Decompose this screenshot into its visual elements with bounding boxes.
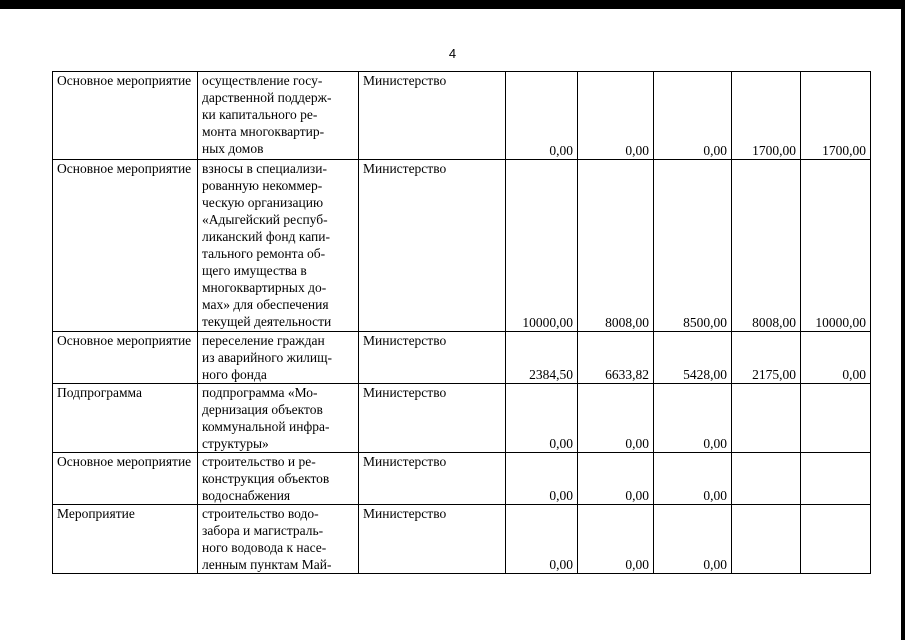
row-value: 8008,00 <box>732 160 801 332</box>
table-row <box>53 72 871 160</box>
row-value: 0,00 <box>654 505 732 574</box>
row-value: 0,00 <box>578 453 654 505</box>
row-name-line: ки капитального ре- <box>202 107 318 122</box>
row-organization: Министерство <box>359 453 506 505</box>
table-row <box>53 505 871 574</box>
row-value: 2384,50 <box>506 332 578 384</box>
row-type: Основное мероприятие <box>53 160 198 332</box>
row-value: 1700,00 <box>801 72 871 160</box>
table-row <box>53 453 871 505</box>
row-name <box>198 453 359 505</box>
program-table <box>52 71 871 574</box>
row-value: 0,00 <box>578 72 654 160</box>
row-value <box>732 453 801 505</box>
row-value <box>732 505 801 574</box>
scan-border-top <box>0 0 905 9</box>
row-value: 2175,00 <box>732 332 801 384</box>
row-value <box>801 453 871 505</box>
row-value: 10000,00 <box>506 160 578 332</box>
row-value: 0,00 <box>801 332 871 384</box>
row-name-line: ликанский фонд капи- <box>202 229 330 244</box>
row-value: 0,00 <box>654 72 732 160</box>
row-name-line: ленным пунктам Май- <box>202 557 332 572</box>
row-value: 8500,00 <box>654 160 732 332</box>
row-value: 0,00 <box>578 505 654 574</box>
table-row <box>53 384 871 453</box>
row-name-line: строительство водо- <box>202 506 319 521</box>
row-value: 0,00 <box>654 384 732 453</box>
row-name-line: осуществление госу- <box>202 73 323 88</box>
row-value: 0,00 <box>506 72 578 160</box>
row-name-line: дарственной поддерж- <box>202 90 332 105</box>
row-value: 6633,82 <box>578 332 654 384</box>
row-organization: Министерство <box>359 505 506 574</box>
row-type: Подпрограмма <box>53 384 198 453</box>
row-value <box>801 505 871 574</box>
row-value <box>732 384 801 453</box>
row-name-line: щего имущества в <box>202 263 307 278</box>
program-table-body <box>53 72 871 574</box>
row-value: 0,00 <box>506 505 578 574</box>
row-name-line: ных домов <box>202 141 264 156</box>
row-name <box>198 72 359 160</box>
row-name <box>198 505 359 574</box>
row-name-line: монта многоквартир- <box>202 124 325 139</box>
row-value <box>801 384 871 453</box>
row-name <box>198 332 359 384</box>
row-name-line: мах» для обеспечения <box>202 297 329 312</box>
row-value: 5428,00 <box>654 332 732 384</box>
row-value: 0,00 <box>506 453 578 505</box>
row-organization: Министерство <box>359 332 506 384</box>
row-name-line: рованную некоммер- <box>202 178 323 193</box>
row-value: 1700,00 <box>732 72 801 160</box>
row-value: 0,00 <box>578 384 654 453</box>
row-organization: Министерство <box>359 72 506 160</box>
row-name-line: ного фонда <box>202 367 267 382</box>
row-name-line: ного водовода к насе- <box>202 540 327 555</box>
table-row <box>53 160 871 332</box>
row-name-line: конструкция объектов <box>202 471 330 486</box>
row-name-line: дернизация объектов <box>202 402 323 417</box>
row-name <box>198 160 359 332</box>
row-name-line: водоснабжения <box>202 488 291 503</box>
row-name-line: забора и магистраль- <box>202 523 324 538</box>
row-organization: Министерство <box>359 160 506 332</box>
row-name-line: взносы в специализи- <box>202 161 327 176</box>
row-name-line: подпрограмма «Мо- <box>202 385 318 400</box>
row-value: 0,00 <box>506 384 578 453</box>
row-value: 0,00 <box>654 453 732 505</box>
row-organization: Министерство <box>359 384 506 453</box>
row-name-line: переселение граждан <box>202 333 325 348</box>
row-name <box>198 384 359 453</box>
row-type: Мероприятие <box>53 505 198 574</box>
row-name-line: коммунальной инфра- <box>202 419 330 434</box>
row-name-line: ческую организацию <box>202 195 324 210</box>
row-type: Основное мероприятие <box>53 332 198 384</box>
row-name-line: из аварийного жилищ- <box>202 350 333 365</box>
row-name-line: текущей деятельности <box>202 314 332 329</box>
row-name-line: тального ремонта об- <box>202 246 326 261</box>
scan-border-right <box>901 0 905 640</box>
row-name-line: строительство и ре- <box>202 454 316 469</box>
row-type: Основное мероприятие <box>53 453 198 505</box>
row-value: 10000,00 <box>801 160 871 332</box>
row-value: 8008,00 <box>578 160 654 332</box>
row-name-line: многоквартирных до- <box>202 280 327 295</box>
page-number: 4 <box>448 46 457 61</box>
table-row <box>53 332 871 384</box>
row-name-line: структуры» <box>202 436 269 451</box>
row-type: Основное мероприятие <box>53 72 198 160</box>
row-name-line: «Адыгейский респуб- <box>202 212 328 227</box>
